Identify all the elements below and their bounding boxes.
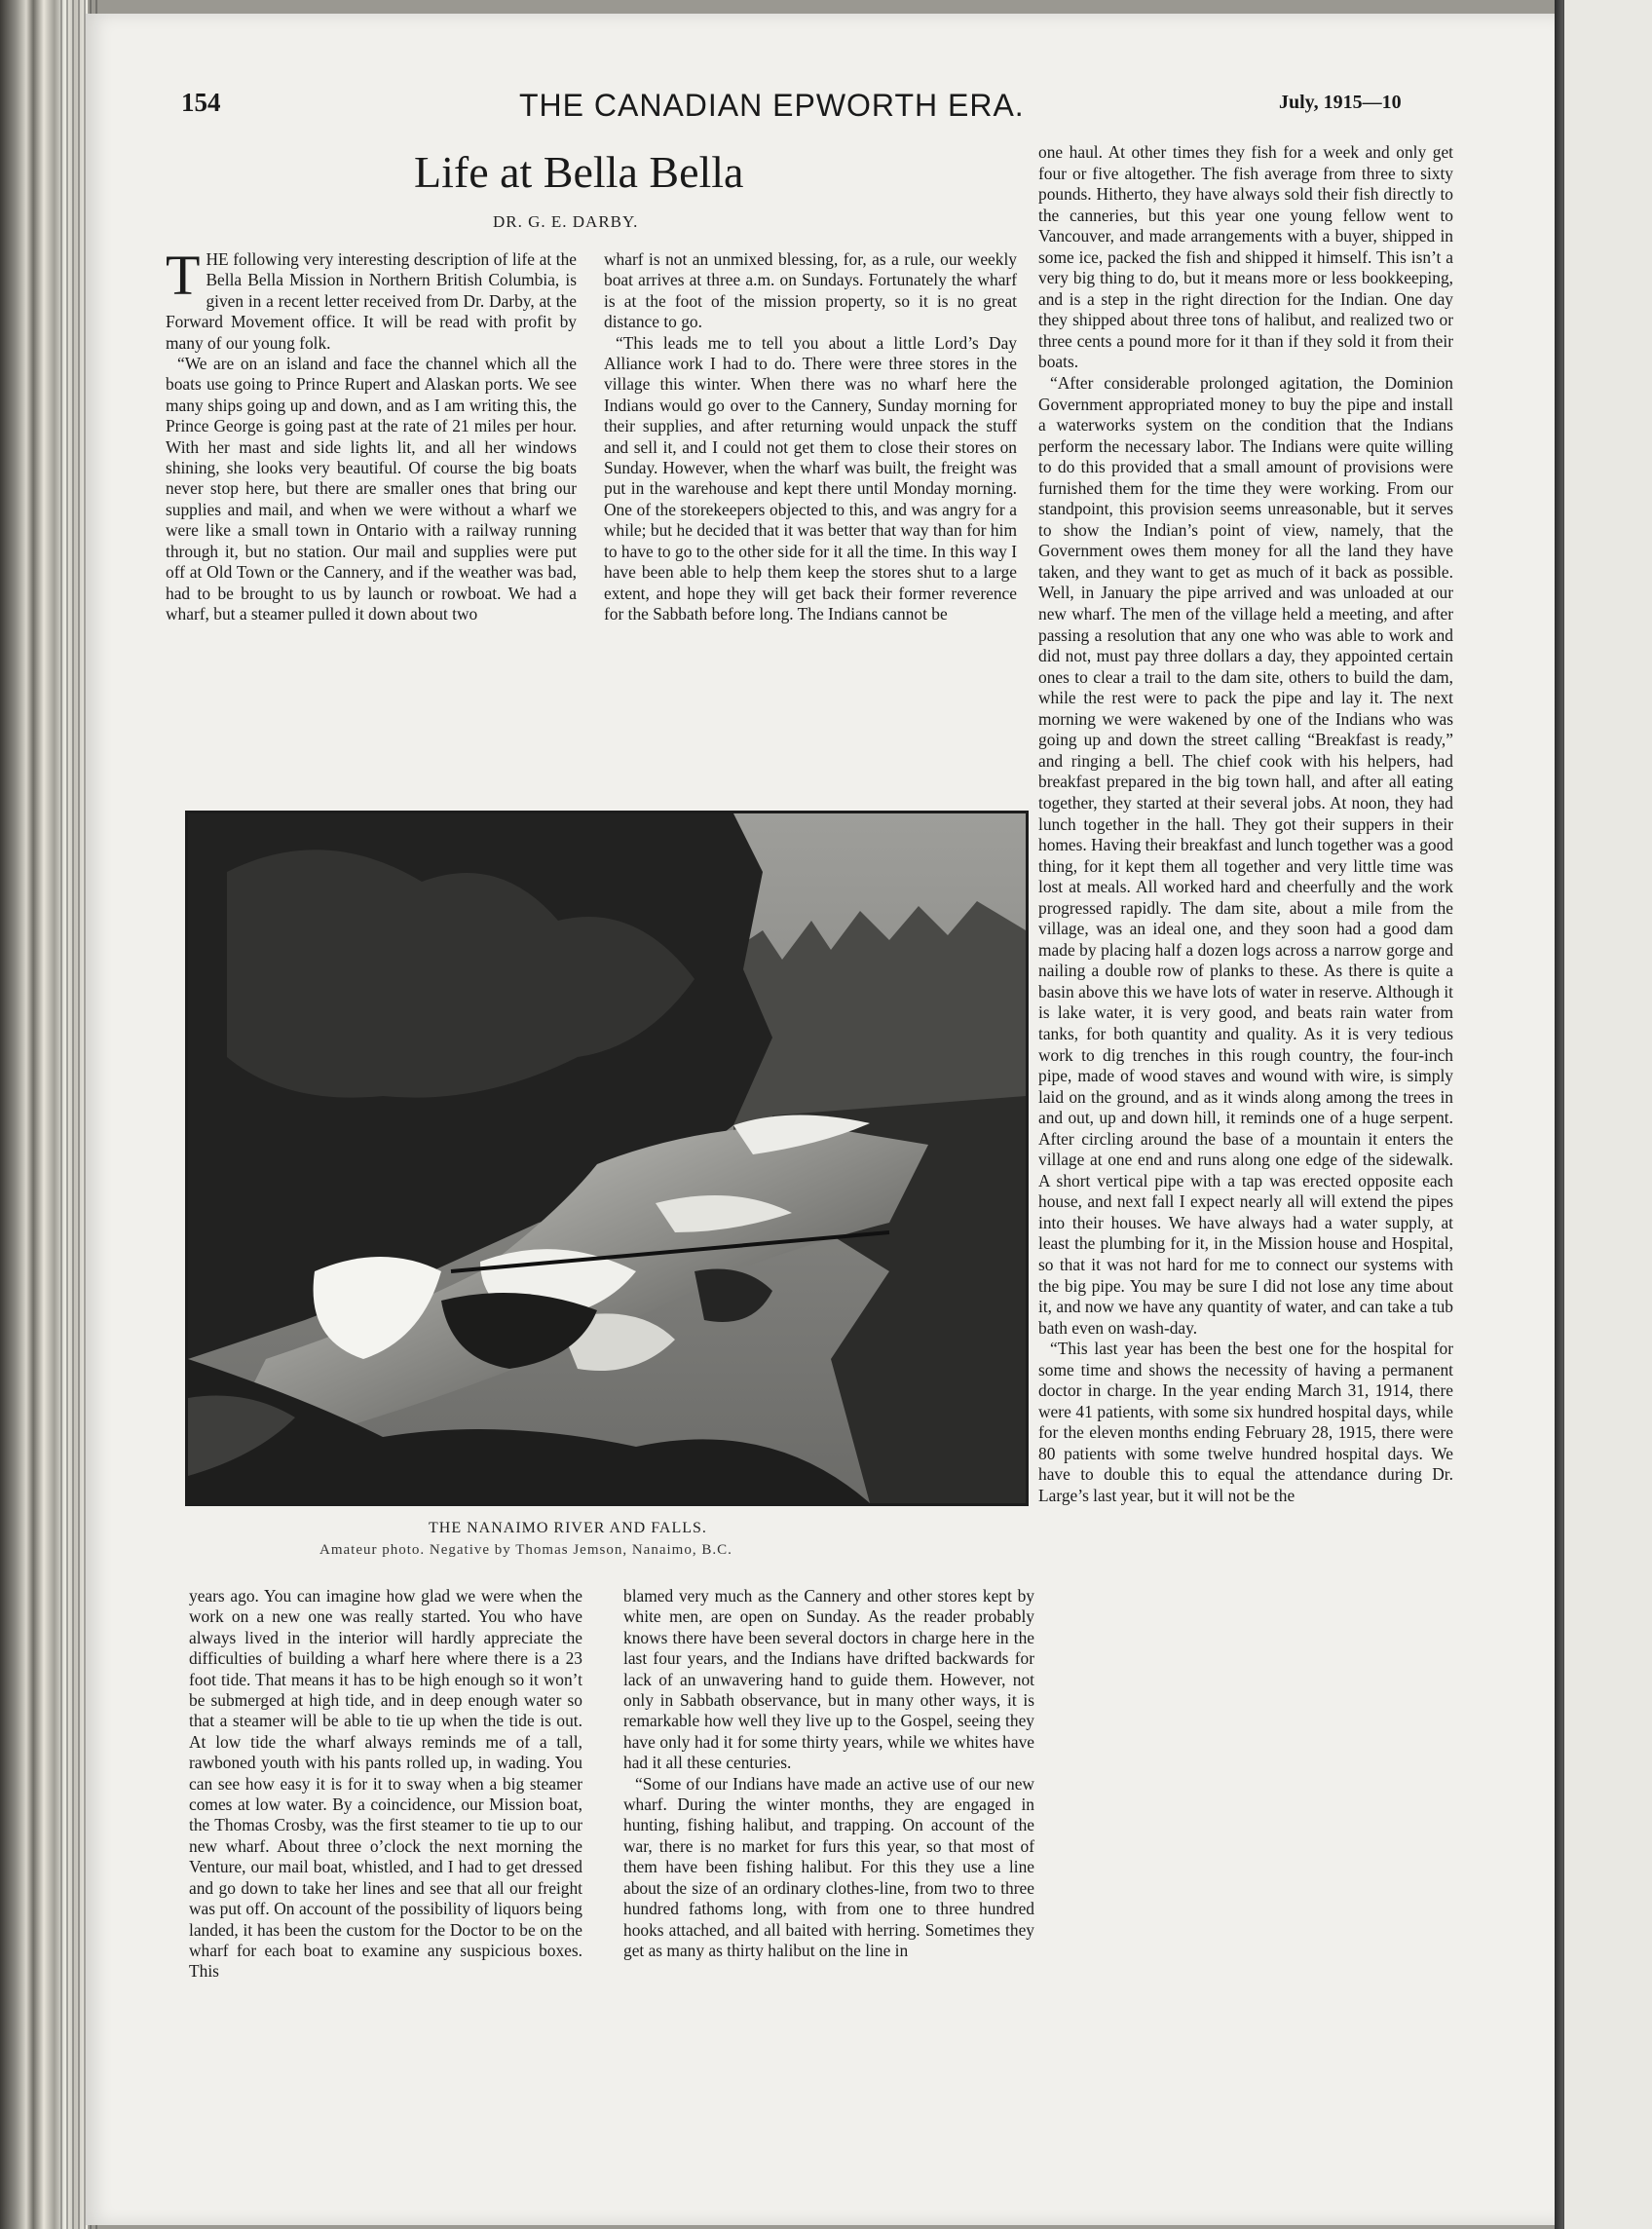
paragraph: one haul. At other times they fish for a week and only get four or five altogether. The fish average from three to sixty pounds. Hitherto, they have always sold their fish directly to the canneries, but this year one young fellow went to Vancouver, and made arrangements with a buyer, shipped in some ice, packed the fish and shipped it himself. This isn’t a very big thing to do, but it means more or less bookkeeping, and is a step in the right direction for the Indian. One day they shipped about three tons of halibut, and realized two or three cents a pound more for it than if they sold it from their boats. — [1038, 142, 1453, 372]
drop-cap: T — [166, 244, 201, 307]
river-falls-photo — [185, 811, 1029, 1506]
article-column-1-bottom — [189, 1586, 582, 1983]
paragraph: “This last year has been the best one for the hospital for some time and shows the necessity of having a permanent doctor in charge. In the year ending March 31, 1914, there were 41 patients, with some six hundred hospital days, while for the eleven months ending February 28, 1915, there were 80 patients with some twelve hundred hospital days. We have to double this to equal the attendance during Dr. Large’s last year, but it will not be the — [1038, 1339, 1453, 1505]
article-column-3 — [1038, 142, 1453, 1507]
photo-caption: THE NANAIMO RIVER AND FALLS. — [429, 1520, 707, 1536]
article-column-2-bottom — [623, 1586, 1034, 1961]
article-title: Life at Bella Bella — [414, 147, 744, 197]
intro-paragraph: HE following very interesting description of life at the Bella Bella Mission in Northern British Columbia, is given in a recent letter received from Dr. Darby, at the Forward Movement office. It will be read with profit by many of our young folk. — [166, 249, 577, 353]
article-byline: DR. G. E. DARBY. — [493, 212, 639, 231]
article-column-2-top — [604, 249, 1017, 624]
paragraph: years ago. You can imagine how glad we were when the work on a new one was really started. You who have always lived in the interior will hardly appreciate the difficulties of building a wharf here where there is a 23 foot tide. That means it has to be high enough so it won’t be submerged at high tide, and in deep enough water so that a steamer will be able to tie up when the tide is out. At low tide the wharf always reminds me of a tall, rawboned youth with his pants rolled up, in wading. You can see how easy it is for it to sway when a big steamer comes at low water. By a coincidence, our Mission boat, the Thomas Crosby, was the first steamer to tie up to our new wharf. About three o’clock the next morning the Venture, our mail boat, whistled, and I had to get dressed and go down to take her lines and see that all our freight was put off. On account of the possibility of liquors being landed, it has been the custom for the Doctor to be on the wharf for each boat to examine any suspicious boxes. This — [189, 1586, 582, 1982]
page-number: 154 — [181, 88, 221, 117]
paragraph: “We are on an island and face the channel which all the boats use going to Prince Rupert and Alaskan ports. We see many ships going up and down, and as I am writing this, the Prince George is going past at the rate of 21 miles per hour. With her mast and side lights lit, and all her windows shining, she looks very beautiful. Of course the big boats never stop here, but there are smaller ones that bring our supplies and mail, and when we were without a wharf we were like a small town in Ontario with a railway running through it, but no station. Our mail and supplies were put off at Old Town or the Cannery, and if the weather was bad, had to be brought to us by launch or rowboat. We had a wharf, but a steamer pulled it down about two — [166, 354, 577, 623]
paragraph: “After considerable prolonged agitation, the Dominion Government appropriated money to buy the pipe and install a waterworks system on the condition that the Indians perform the necessary labor. The Indians were quite willing to do this provided that a small amount of provisions were furnished them for the time they were working. From our standpoint, this provision seems unreasonable, but it serves to show the Indian’s point of view, namely, that the Government owes them money for all the land they have taken, and they want to get as much of it back as possible. Well, in January the pipe arrived and was unloaded at our new wharf. The men of the village held a meeting, and after passing a resolution that any one who was able to work and did not, must pay three dollars a day, they appointed certain ones to clear a trail to the dam site, others to build the dam, while the rest were to pack the pipe and lay it. The next morning we were wakened by one of the Indians who was going up and down the street calling “Breakfast is ready,” and ringing a bell. The chief cook with his helpers, had breakfast prepared in the big town hall, and after all eating together, they started at their several jobs. At noon, they had lunch together in the hall. They got their suppers in their homes. Having their breakfast and lunch together was a good thing, for it kept them all together and very little time was lost at meals. All worked hard and cheerfully and the work progressed rapidly. The dam site, about a mile from the village, was an ideal one, and they soon had a good dam made by placing half a dozen logs across a narrow gorge and nailing a double row of planks to these. As there is quite a basin above this we have lots of water in reserve. Although it is lake water, it is very good, and beats rain water from tanks, for both quantity and quality. As it is very tedious work to dig trenches in this rough country, the four-inch pipe, made of wood staves and wound with wire, is simply laid on the ground, and as it winds along among the trees in and out, up and down hill, it reminds one of a huge serpent. After circling around the base of a mountain it enters the village at one end and runs along one edge of the sidewalk. A short vertical pipe with a tap was erected opposite each house, and next fall I expect nearly all will extend the pipes into their houses. We have always had a water supply, at least the plumbing for it, in the Mission house and Hospital, so that it was not hard for me to connect our systems with the big pipe. You may be sure I did not lose any time about it, and now we have any quantity of water, and can take a tub bath even on wash-day. — [1038, 373, 1453, 1338]
river-falls-image — [188, 813, 1026, 1503]
paragraph: wharf is not an unmixed blessing, for, as a rule, our weekly boat arrives at three a.m. on Sundays. Fortunately the wharf is at the foot of the mission property, so it is no great distance to go. — [604, 249, 1017, 332]
article-column-1-top — [166, 244, 577, 624]
paragraph: “Some of our Indians have made an active use of our new wharf. During the winter months, they are engaged in hunting, fishing halibut, and trapping. On account of the war, there is no market for furs this year, so that most of them have been fishing halibut. For this they use a line about the size of an ordinary clothes-line, from two to three hundred fathoms long, with from one to three hundred hooks attached, and all baited with herring. Sometimes they get as many as thirty halibut on the line in — [623, 1773, 1034, 1960]
paragraph: blamed very much as the Cannery and other stores kept by white men, are open on Sunday. As the reader probably knows there have been several doctors in charge here in the last four years, and the Indians have drifted backwards for lack of an unwavering hand to guide them. However, not only in Sabbath observance, but in many other ways, it is remarkable how well they live up to the Gospel, seeing they have only had it for some thirty years, while we whites have had it all these centuries. — [623, 1586, 1034, 1773]
issue-date: July, 1915—10 — [1279, 92, 1402, 113]
magazine-title: THE CANADIAN EPWORTH ERA. — [519, 88, 1025, 123]
photo-credit: Amateur photo. Negative by Thomas Jemson, Nanaimo, B.C. — [319, 1542, 732, 1558]
facing-page-edge — [1564, 0, 1652, 2229]
paragraph: “This leads me to tell you about a little Lord’s Day Alliance work I had to do. There were three stores in the village this winter. When there was no wharf here the Indians would go over to the Cannery, Sunday morning for their supplies, and after returning would unpack the stuff and sell it, and I could not get them to close their stores on Sunday. However, when the wharf was built, the freight was put in the warehouse and kept there until Monday morning. One of the storekeepers objected to this, and was angry for a while; but he decided that it was better that way than for him to have to go to the other side for it all the time. In this way I have been able to help them keep the stores shut to a large extent, and hope they will get back their former reverence for the Sabbath before long. The Indians cannot be — [604, 332, 1017, 623]
